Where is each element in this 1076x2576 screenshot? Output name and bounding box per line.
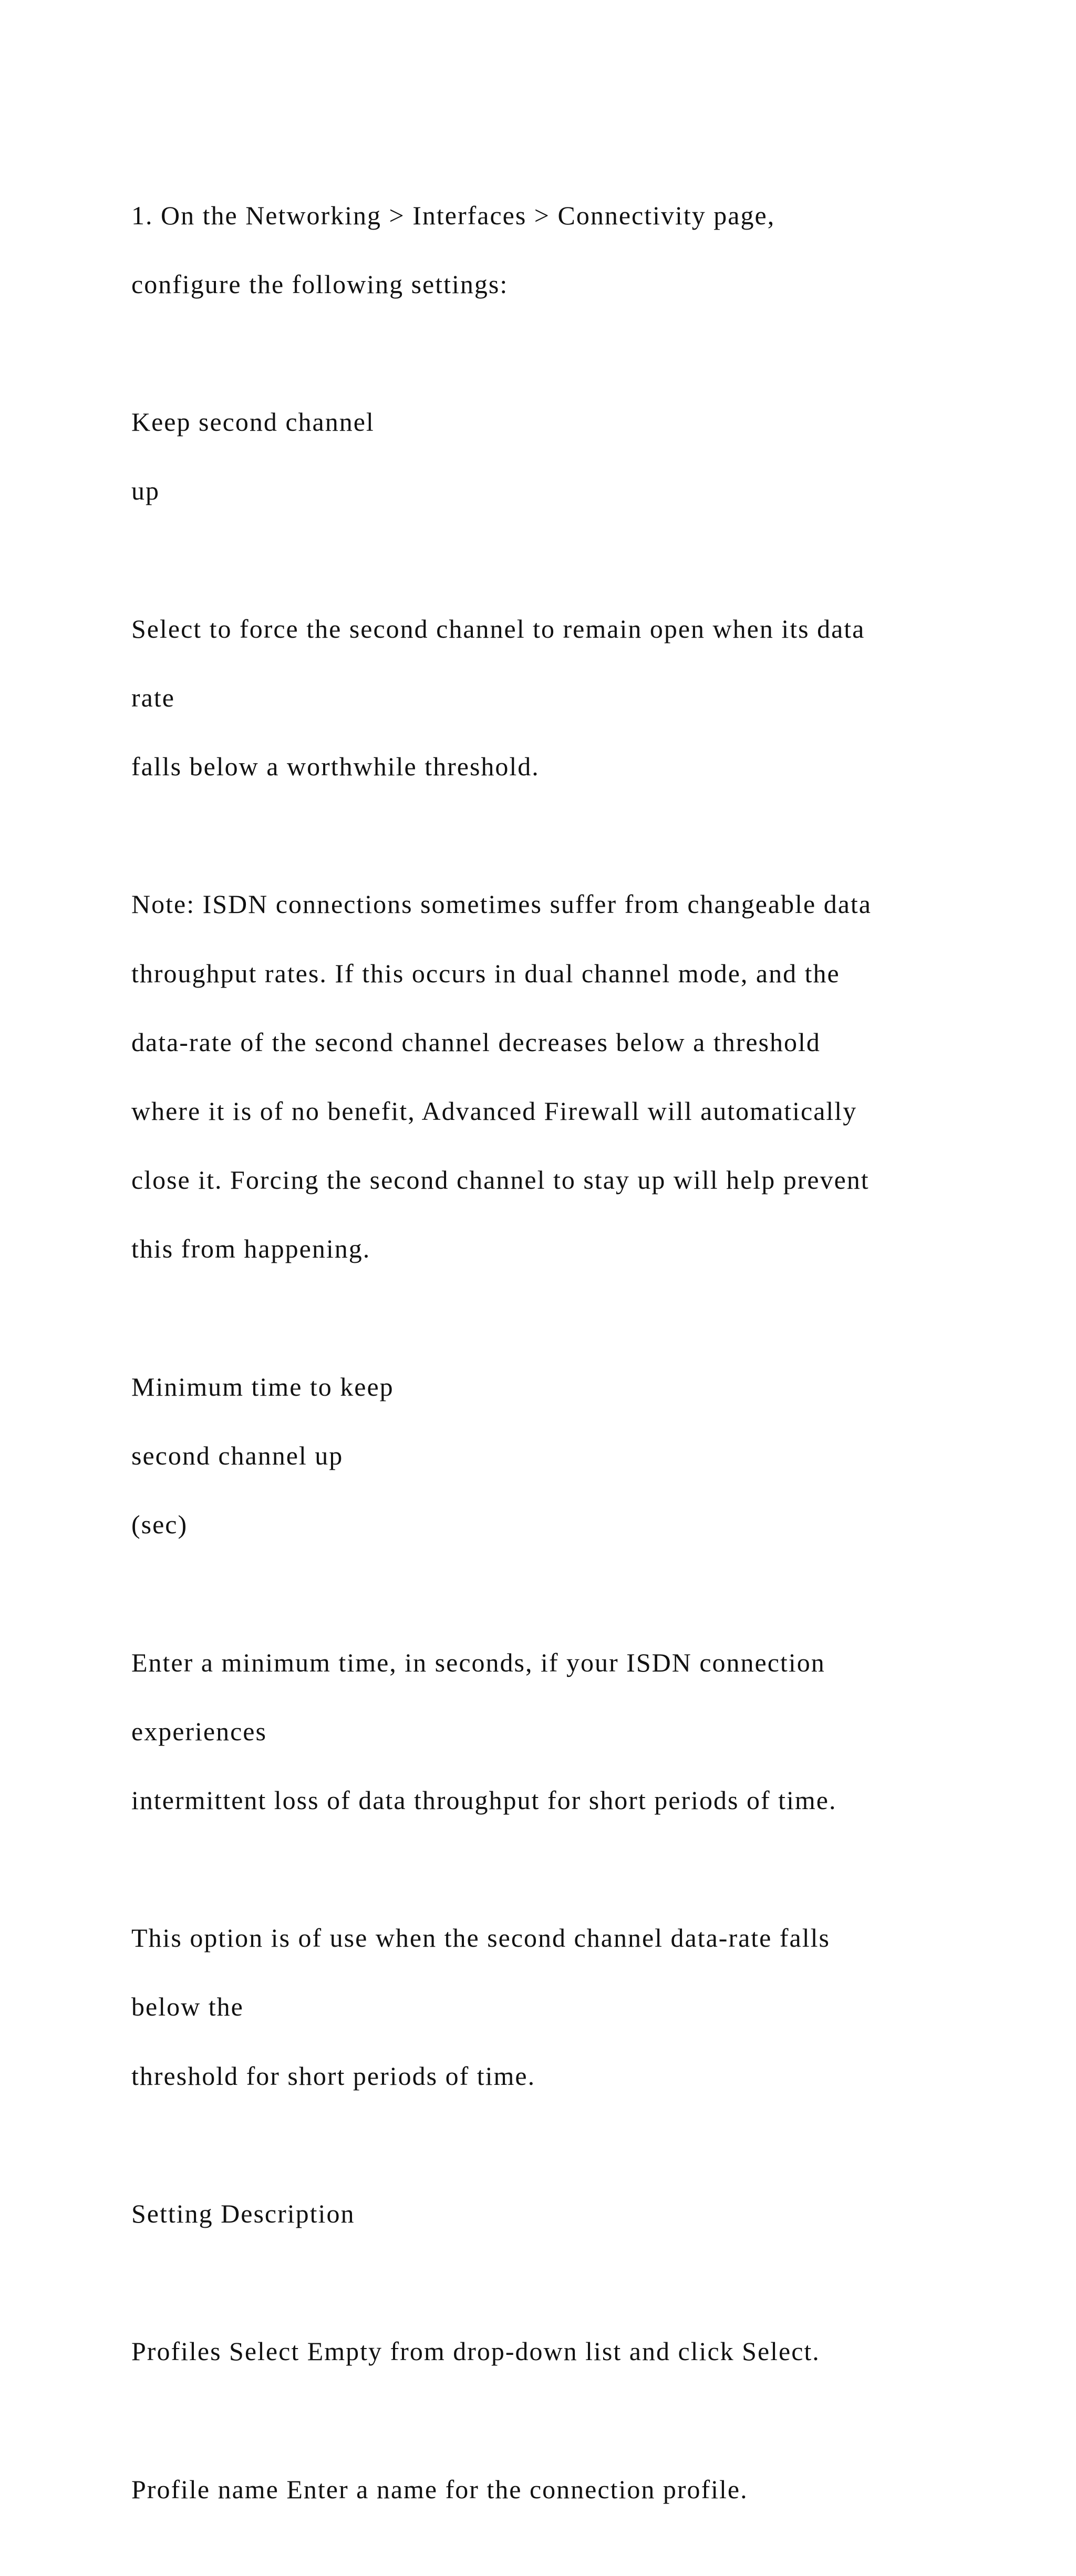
- note-line: close it. Forcing the second channel to stay up will help prevent: [131, 1165, 870, 1195]
- description-line: intermittent loss of data throughput for short periods of time.: [131, 1785, 837, 1815]
- profiles-row: [131, 2300, 1025, 2404]
- note-line: where it is of no benefit, Advanced Firewall will automatically: [131, 1096, 857, 1126]
- keep-second-channel-label: [131, 371, 1025, 543]
- usage-line: below the: [131, 1992, 244, 2022]
- keep-second-channel-description: [131, 577, 1025, 818]
- intro-line: configure the following settings:: [131, 269, 509, 299]
- document-body: [131, 164, 1025, 2576]
- description-line: Enter a minimum time, in seconds, if your ISDN connection: [131, 1647, 825, 1677]
- label-line: (sec): [131, 1510, 188, 1540]
- profiles-row-text: Profiles Select Empty from drop-down list and click Select.: [131, 2336, 820, 2366]
- note-line: data-rate of the second channel decreases below a threshold: [131, 1027, 821, 1057]
- minimum-time-description: [131, 1611, 1025, 1852]
- intro-paragraph: [131, 164, 1025, 336]
- note-line: throughput rates. If this occurs in dual channel mode, and the: [131, 958, 840, 988]
- description-line: Select to force the second channel to remain open when its data: [131, 614, 865, 643]
- usage-line: threshold for short periods of time.: [131, 2061, 536, 2091]
- minimum-time-label: [131, 1335, 1025, 1576]
- label-line: up: [131, 476, 160, 506]
- minimum-time-usage: [131, 1887, 1025, 2128]
- description-line: experiences: [131, 1716, 267, 1746]
- intro-line: 1. On the Networking > Interfaces > Connectivity page,: [131, 200, 775, 230]
- isdn-note: [131, 853, 1025, 1301]
- note-line: Note: ISDN connections sometimes suffer from changeable data: [131, 889, 872, 919]
- label-line: Keep second channel: [131, 407, 375, 437]
- table-header: [131, 2162, 1025, 2266]
- description-line: rate: [131, 682, 175, 712]
- note-line: this from happening.: [131, 1234, 371, 1264]
- profile-name-row: [131, 2438, 1025, 2541]
- table-header-text: Setting Description: [131, 2199, 355, 2229]
- description-line: falls below a worthwhile threshold.: [131, 752, 540, 782]
- label-line: Minimum time to keep: [131, 1372, 394, 1401]
- profile-name-row-text: Profile name Enter a name for the connection profile.: [131, 2474, 748, 2504]
- usage-line: This option is of use when the second channel data-rate falls: [131, 1923, 830, 1953]
- label-line: second channel up: [131, 1440, 344, 1470]
